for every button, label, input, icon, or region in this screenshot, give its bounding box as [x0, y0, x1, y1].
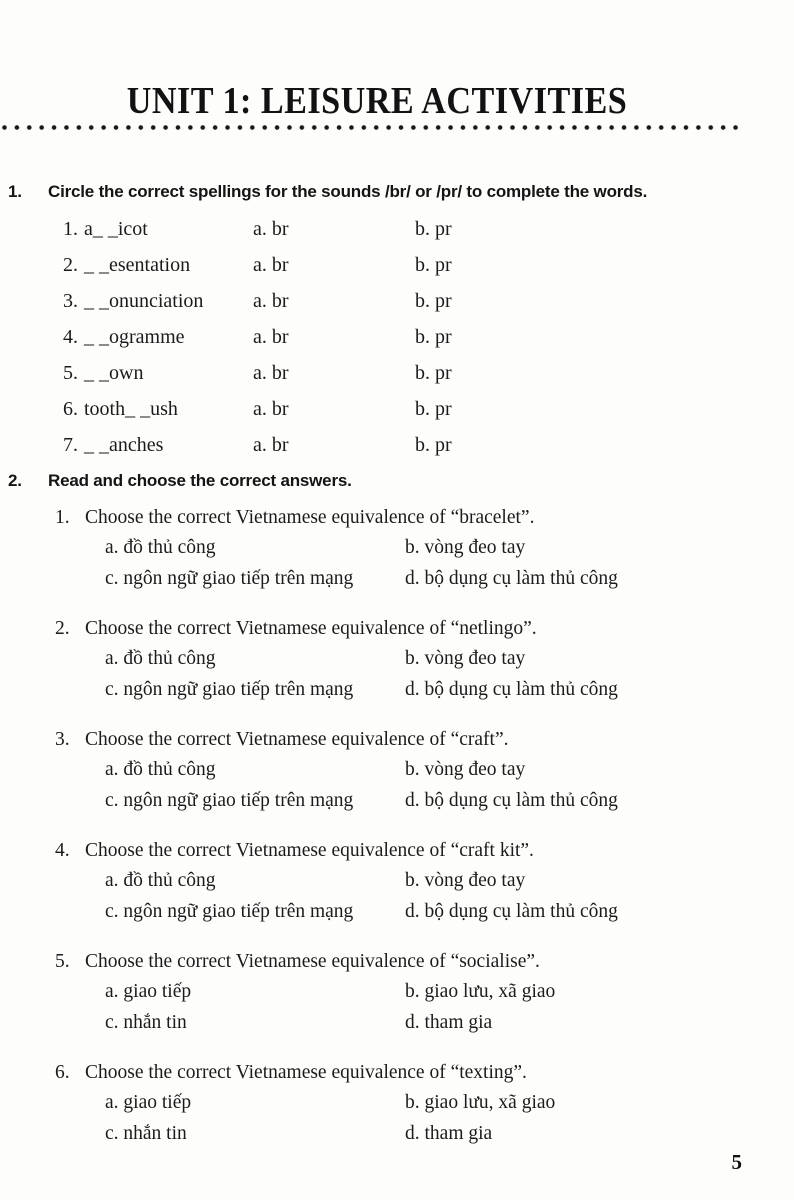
question-number: 3. — [55, 729, 70, 750]
option-row — [105, 643, 769, 674]
exercise-1 — [8, 181, 764, 463]
option-row — [105, 865, 769, 896]
question-line — [55, 504, 769, 532]
option-br: a. br — [253, 325, 289, 348]
option-d: d. bộ dụng cụ làm thủ công — [405, 790, 618, 811]
option-row — [105, 896, 769, 927]
option-a: a. giao tiếp — [105, 981, 192, 1002]
item-number: 4. — [63, 325, 78, 348]
option-d: d. tham gia — [405, 1123, 493, 1144]
question-4 — [55, 837, 769, 927]
item-number: 7. — [63, 433, 78, 456]
option-br: a. br — [253, 397, 289, 420]
option-a: a. đồ thủ công — [105, 648, 216, 669]
item-word-text: _ _esentation — [84, 253, 191, 276]
option-row — [105, 785, 769, 816]
question-line — [55, 615, 769, 643]
item-word — [63, 434, 253, 457]
question-number: 4. — [55, 840, 70, 861]
question-6 — [55, 1059, 769, 1149]
option-b: b. vòng đeo tay — [405, 648, 526, 669]
option-pr: b. pr — [415, 217, 452, 240]
option-c: c. nhắn tin — [105, 1012, 187, 1033]
option-br: a. br — [253, 433, 289, 456]
option-pr: b. pr — [415, 289, 452, 312]
question-text: Choose the correct Vietnamese equivalence of “socialise”. — [85, 951, 540, 972]
spelling-item — [63, 319, 764, 355]
item-number: 1. — [63, 217, 78, 240]
option-br: a. br — [253, 217, 289, 240]
item-word-text: _ _anches — [84, 433, 164, 456]
question-5 — [55, 948, 769, 1038]
item-word — [63, 362, 253, 385]
question-1 — [55, 504, 769, 594]
question-number: 6. — [55, 1062, 70, 1083]
option-br: a. br — [253, 289, 289, 312]
option-pr: b. pr — [415, 361, 452, 384]
spelling-item — [63, 427, 764, 463]
option-pr: b. pr — [415, 433, 452, 456]
item-number: 5. — [63, 361, 78, 384]
unit-title: UNIT 1: LEISURE ACTIVITIES — [126, 80, 628, 122]
option-c: c. nhắn tin — [105, 1123, 187, 1144]
option-b: b. giao lưu, xã giao — [405, 1092, 556, 1113]
option-pr: b. pr — [415, 397, 452, 420]
option-c: c. ngôn ngữ giao tiếp trên mạng — [105, 901, 354, 922]
item-word — [63, 290, 253, 313]
spelling-item — [63, 211, 764, 247]
option-d: d. bộ dụng cụ làm thủ công — [405, 568, 618, 589]
option-a: a. đồ thủ công — [105, 870, 216, 891]
option-d: d. bộ dụng cụ làm thủ công — [405, 901, 618, 922]
question-number: 5. — [55, 951, 70, 972]
item-word — [63, 326, 253, 349]
item-number: 6. — [63, 397, 78, 420]
item-word — [63, 218, 253, 241]
exercise-number: 1. — [8, 182, 22, 201]
spelling-item — [63, 391, 764, 427]
item-word — [63, 398, 253, 421]
item-number: 3. — [63, 289, 78, 312]
option-c: c. ngôn ngữ giao tiếp trên mạng — [105, 790, 354, 811]
question-text: Choose the correct Vietnamese equivalence of “craft kit”. — [85, 840, 534, 861]
option-row — [105, 976, 769, 1007]
exercise-1-header — [8, 181, 764, 203]
option-row — [105, 563, 769, 594]
option-row — [105, 674, 769, 705]
exercise-2 — [8, 470, 769, 1170]
question-line — [55, 726, 769, 754]
exercise-number: 2. — [8, 471, 22, 490]
question-line — [55, 1059, 769, 1087]
option-row — [105, 1118, 769, 1149]
option-b: b. giao lưu, xã giao — [405, 981, 556, 1002]
question-text: Choose the correct Vietnamese equivalence of “craft”. — [85, 729, 509, 750]
option-pr: b. pr — [415, 325, 452, 348]
question-line — [55, 948, 769, 976]
option-b: b. vòng đeo tay — [405, 537, 526, 558]
spelling-item — [63, 283, 764, 319]
page-number: 5 — [731, 1150, 742, 1174]
option-row — [105, 1007, 769, 1038]
item-word-text: _ _ogramme — [84, 325, 185, 348]
spelling-item — [63, 355, 764, 391]
option-br: a. br — [253, 253, 289, 276]
question-text: Choose the correct Vietnamese equivalence of “texting”. — [85, 1062, 527, 1083]
option-row — [105, 754, 769, 785]
exercise-instruction: Circle the correct spellings for the sounds /br/ or /pr/ to complete the words. — [48, 182, 648, 201]
item-word — [63, 254, 253, 277]
question-2 — [55, 615, 769, 705]
item-word-text: tooth_ _ush — [84, 397, 178, 420]
option-c: c. ngôn ngữ giao tiếp trên mạng — [105, 679, 354, 700]
spelling-item — [63, 247, 764, 283]
question-line — [55, 837, 769, 865]
dotted-divider — [2, 124, 742, 131]
question-3 — [55, 726, 769, 816]
option-a: a. đồ thủ công — [105, 759, 216, 780]
option-row — [105, 1087, 769, 1118]
exercise-2-header — [8, 470, 769, 492]
option-d: d. bộ dụng cụ làm thủ công — [405, 679, 618, 700]
option-b: b. vòng đeo tay — [405, 870, 526, 891]
option-a: a. đồ thủ công — [105, 537, 216, 558]
option-b: b. vòng đeo tay — [405, 759, 526, 780]
item-word-text: _ _onunciation — [84, 289, 204, 312]
option-pr: b. pr — [415, 253, 452, 276]
option-c: c. ngôn ngữ giao tiếp trên mạng — [105, 568, 354, 589]
item-word-text: a_ _icot — [84, 217, 148, 240]
exercise-instruction: Read and choose the correct answers. — [48, 471, 352, 490]
question-text: Choose the correct Vietnamese equivalence of “bracelet”. — [85, 507, 535, 528]
option-a: a. giao tiếp — [105, 1092, 192, 1113]
option-d: d. tham gia — [405, 1012, 493, 1033]
question-text: Choose the correct Vietnamese equivalence of “netlingo”. — [85, 618, 537, 639]
exercise-1-items — [63, 211, 764, 463]
item-word-text: _ _own — [84, 361, 144, 384]
question-number: 1. — [55, 507, 70, 528]
option-row — [105, 532, 769, 563]
option-br: a. br — [253, 361, 289, 384]
item-number: 2. — [63, 253, 78, 276]
question-number: 2. — [55, 618, 70, 639]
